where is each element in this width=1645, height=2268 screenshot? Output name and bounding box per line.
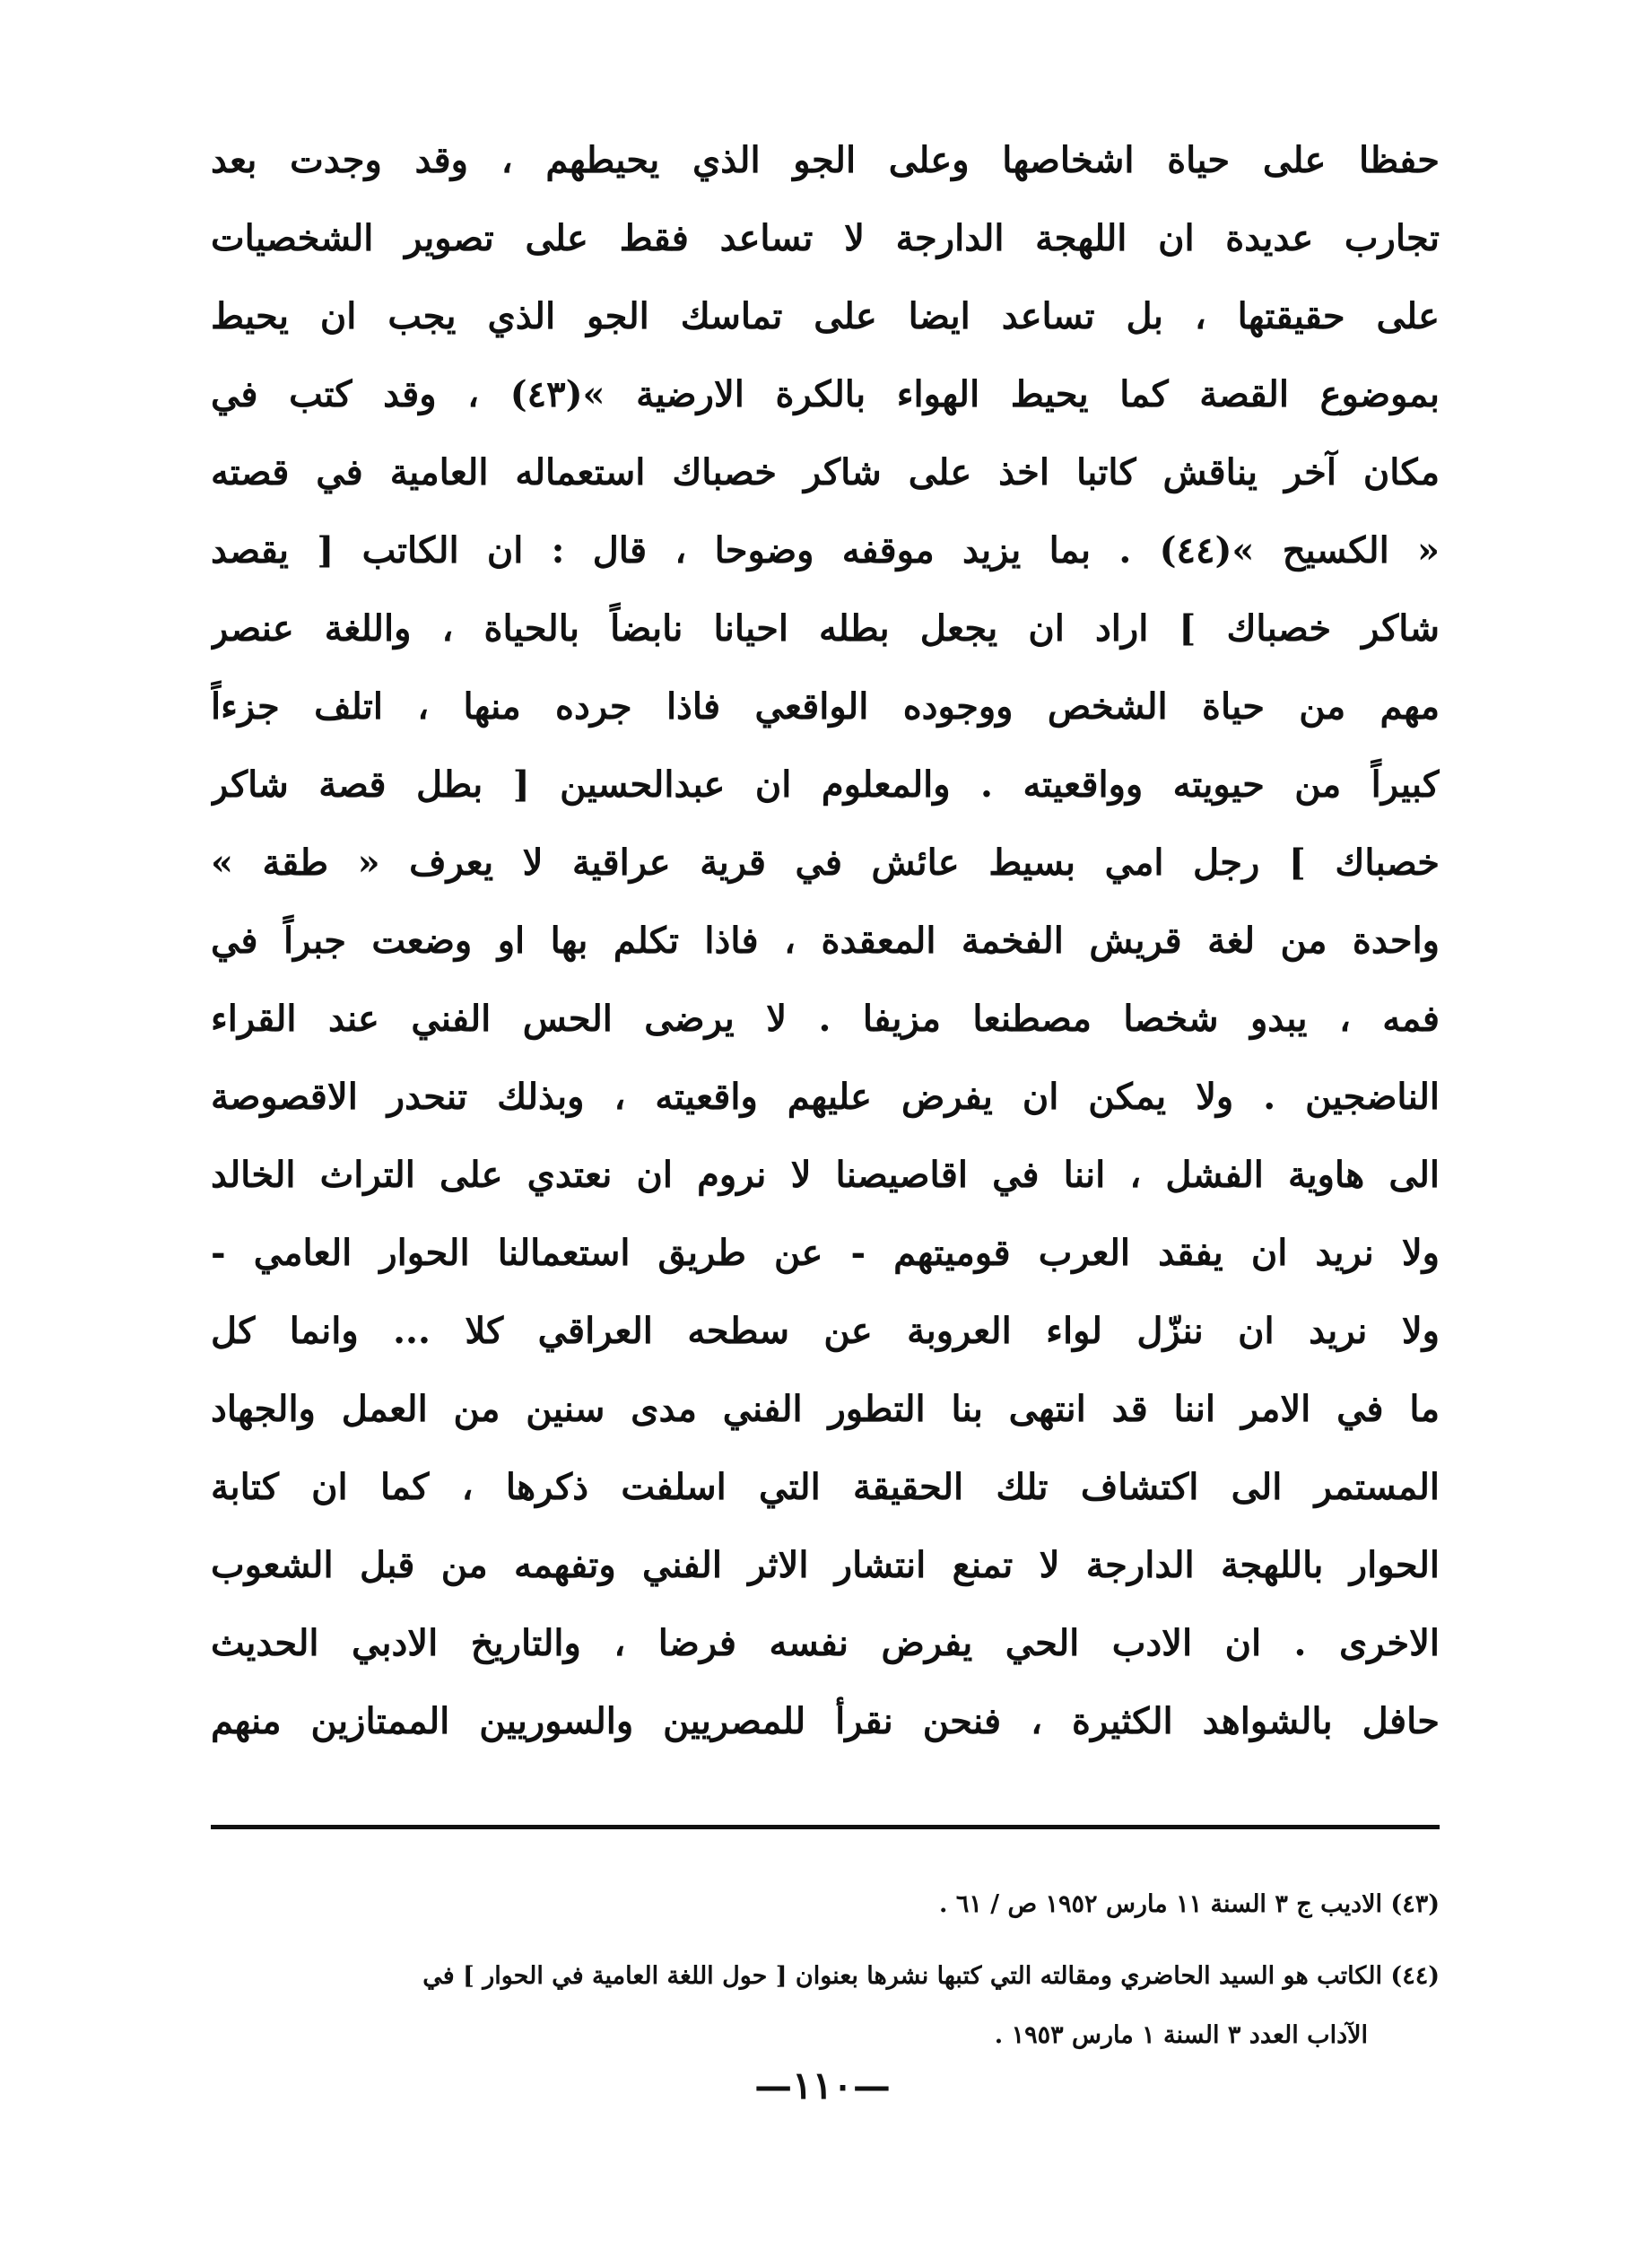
body-line: ولا نريد ان ننزّل لواء العروبة عن سطحه العراقي كلا ... وانما كل (211, 1310, 1440, 1352)
body-line: شاكر خصباك ] اراد ان يجعل بطله احيانا نابضاً بالحياة ، واللغة عنصر (211, 607, 1440, 650)
footnote-divider (211, 1825, 1440, 1829)
body-line: حفظا على حياة اشخاصها وعلى الجو الذي يحيطهم ، وقد وجدت بعد (211, 139, 1440, 181)
footnote-44-continuation: الآداب العدد ٣ السنة ١ مارس ١٩٥٣ . (994, 2021, 1368, 2049)
footnotes (211, 1875, 1440, 2065)
body-line: مكان آخر يناقش كاتبا اخذ على شاكر خصباك استعماله العامية في قصته (211, 451, 1440, 493)
body-line: حافل بالشواهد الكثيرة ، فنحن نقرأ للمصريين والسوريين الممتازين منهم (211, 1700, 1440, 1742)
body-line: ما في الامر اننا قد انتهى بنا التطور الفني مدى سنين من العمل والجهاد (211, 1388, 1440, 1430)
body-text (211, 121, 1440, 1760)
body-line: على حقيقتها ، بل تساعد ايضا على تماسك الجو الذي يجب ان يحيط (211, 295, 1440, 337)
body-line: المستمر الى اكتشاف تلك الحقيقة التي اسلفت ذكرها ، كما ان كتابة (211, 1466, 1440, 1508)
body-line: الاخرى . ان الادب الحي يفرض نفسه فرضا ، والتاريخ الادبي الحديث (211, 1622, 1440, 1664)
footnote-43: (٤٣) الاديب ج ٣ السنة ١١ مارس ١٩٥٢ ص / ٦١ . (939, 1890, 1440, 1918)
body-line: الى هاوية الفشل ، اننا في اقاصيصنا لا نروم ان نعتدي على التراث الخالد (211, 1154, 1440, 1196)
body-line: ولا نريد ان يفقد العرب قوميتهم - عن طريق استعمالنا الحوار العامي - (211, 1232, 1440, 1274)
body-line: فمه ، يبدو شخصا مصطنعا مزيفا . لا يرضى الحس الفني عند القراء (211, 998, 1440, 1040)
body-line: كبيراً من حيويته وواقعيته . والمعلوم ان عبدالحسين [ بطل قصة شاكر (211, 763, 1440, 806)
body-line: بموضوع القصة كما يحيط الهواء بالكرة الارضية »(٤٣) ، وقد كتب في (211, 373, 1440, 415)
body-line: الحوار باللهجة الدارجة لا تمنع انتشار الاثر الفني وتفهمه من قبل الشعوب (211, 1544, 1440, 1586)
body-line: « الكسيح »(٤٤) . بما يزيد موقفه وضوحا ، قال : ان الكاتب [ يقصد (211, 529, 1440, 571)
footnote-44: (٤٤) الكاتب هو السيد الحاضري ومقالته التي كتبها نشرها بعنوان [ حول اللغة العامية في الحوار ] في (422, 1962, 1440, 1990)
body-line: واحدة من لغة قريش الفخمة المعقدة ، فاذا تكلم بها او وضعت جبراً في (211, 920, 1440, 962)
body-line: مهم من حياة الشخص ووجوده الواقعي فاذا جرده منها ، اتلف جزءاً (211, 685, 1440, 728)
body-line: خصباك ] رجل امي بسيط عائش في قرية عراقية لا يعرف « طقة » (211, 842, 1440, 884)
page-number: —١١٠— (754, 2063, 891, 2107)
body-line: الناضجين . ولا يمكن ان يفرض عليهم واقعيته ، وبذلك تنحدر الاقصوصة (211, 1076, 1440, 1118)
body-line: تجارب عديدة ان اللهجة الدارجة لا تساعد فقط على تصوير الشخصيات (211, 217, 1440, 259)
